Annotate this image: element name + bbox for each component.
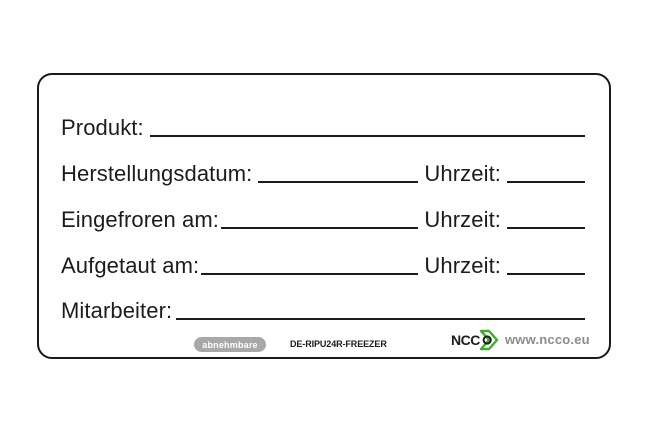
mitarbeiter-fill-line — [176, 318, 585, 320]
row-mitarbeiter — [61, 294, 585, 322]
uhrzeit-fill-line-3 — [507, 273, 585, 275]
ncco-logo — [451, 328, 499, 352]
row-produkt — [61, 111, 585, 139]
produkt-fill-line — [150, 135, 585, 137]
brand-name: NCC — [451, 332, 480, 348]
ncco-arrow-icon — [479, 329, 499, 351]
eingefroren-fill-line — [221, 227, 418, 229]
herstellungsdatum-label: Herstellungsdatum: — [61, 161, 253, 186]
website-url: www.ncco.eu — [505, 332, 590, 347]
produkt-label: Produkt: — [61, 115, 144, 140]
mitarbeiter-label: Mitarbeiter: — [61, 298, 173, 323]
uhrzeit-fill-line-2 — [507, 227, 585, 229]
uhrzeit-label-1: Uhrzeit: — [424, 161, 501, 186]
eingefroren-label: Eingefroren am: — [61, 207, 220, 232]
uhrzeit-label-2: Uhrzeit: — [424, 207, 501, 232]
row-herstellungsdatum — [61, 157, 585, 185]
row-aufgetaut — [61, 249, 585, 277]
removable-badge: abnehmbare — [194, 337, 266, 352]
product-code: DE-RIPU24R-FREEZER — [290, 339, 387, 349]
row-eingefroren — [61, 203, 585, 231]
uhrzeit-fill-line-1 — [507, 181, 585, 183]
uhrzeit-label-3: Uhrzeit: — [424, 253, 501, 278]
herstellungsdatum-fill-line — [258, 181, 418, 183]
aufgetaut-fill-line — [201, 273, 418, 275]
aufgetaut-label: Aufgetaut am: — [61, 253, 200, 278]
